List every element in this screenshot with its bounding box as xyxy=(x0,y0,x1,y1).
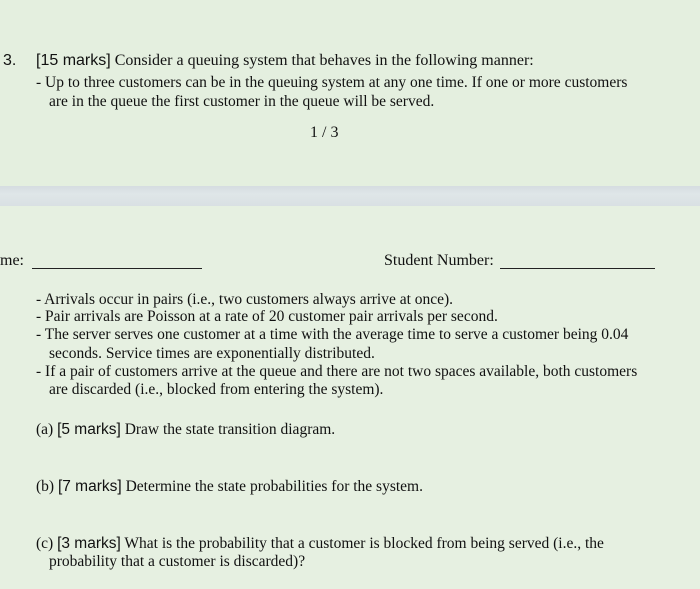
part-c-label: (c) xyxy=(36,535,54,552)
part-a-marks: [5 marks] xyxy=(57,421,121,438)
part-c-line2: probability that a customer is discarded)? xyxy=(49,553,306,570)
part-a-text: Draw the state transition diagram. xyxy=(120,421,336,438)
name-label: me: xyxy=(0,252,24,269)
bullet-blocking-line2: are discarded (i.e., blocked from entering the system). xyxy=(49,381,384,398)
question-intro: Consider a queuing system that behaves in the following manner: xyxy=(110,52,534,69)
page-number: 1 / 3 xyxy=(310,124,339,141)
bullet-capacity-line1: - Up to three customers can be in the queuing system at any one time. If one or more customers xyxy=(36,74,628,91)
name-blank-line xyxy=(32,268,202,269)
page-separator xyxy=(0,186,700,206)
question-header xyxy=(36,52,534,70)
part-b-label: (b) xyxy=(36,478,55,495)
bullet-server-line1: - The server serves one customer at a time with the average time to serve a customer being 0.04 xyxy=(36,326,629,343)
part-a-label: (a) xyxy=(36,421,54,438)
part-b-text: Determine the state probabilities for the system. xyxy=(121,478,423,495)
bullet-arrivals: - Arrivals occur in pairs (i.e., two customers always arrive at once). xyxy=(36,291,454,308)
part-c-text-line1: What is the probability that a customer is blocked from being served (i.e., the xyxy=(120,535,604,552)
part-b-marks: [7 marks] xyxy=(57,478,122,495)
bullet-capacity-line2: are in the queue the first customer in the queue will be served. xyxy=(49,93,435,110)
student-number-label: Student Number: xyxy=(384,252,494,269)
part-c-line1 xyxy=(36,534,604,553)
question-number: 3. xyxy=(3,52,17,69)
student-number-blank-line xyxy=(500,268,655,269)
bullet-poisson: - Pair arrivals are Poisson at a rate of 20 customer pair arrivals per second. xyxy=(36,308,498,325)
bullet-server-line2: seconds. Service times are exponentially distributed. xyxy=(49,345,375,362)
part-c-marks: [3 marks] xyxy=(57,535,121,552)
bullet-blocking-line1: - If a pair of customers arrive at the queue and there are not two spaces available, both customers xyxy=(36,363,638,380)
question-marks: [15 marks] xyxy=(36,52,111,69)
part-b xyxy=(36,477,423,496)
part-a xyxy=(36,420,335,439)
